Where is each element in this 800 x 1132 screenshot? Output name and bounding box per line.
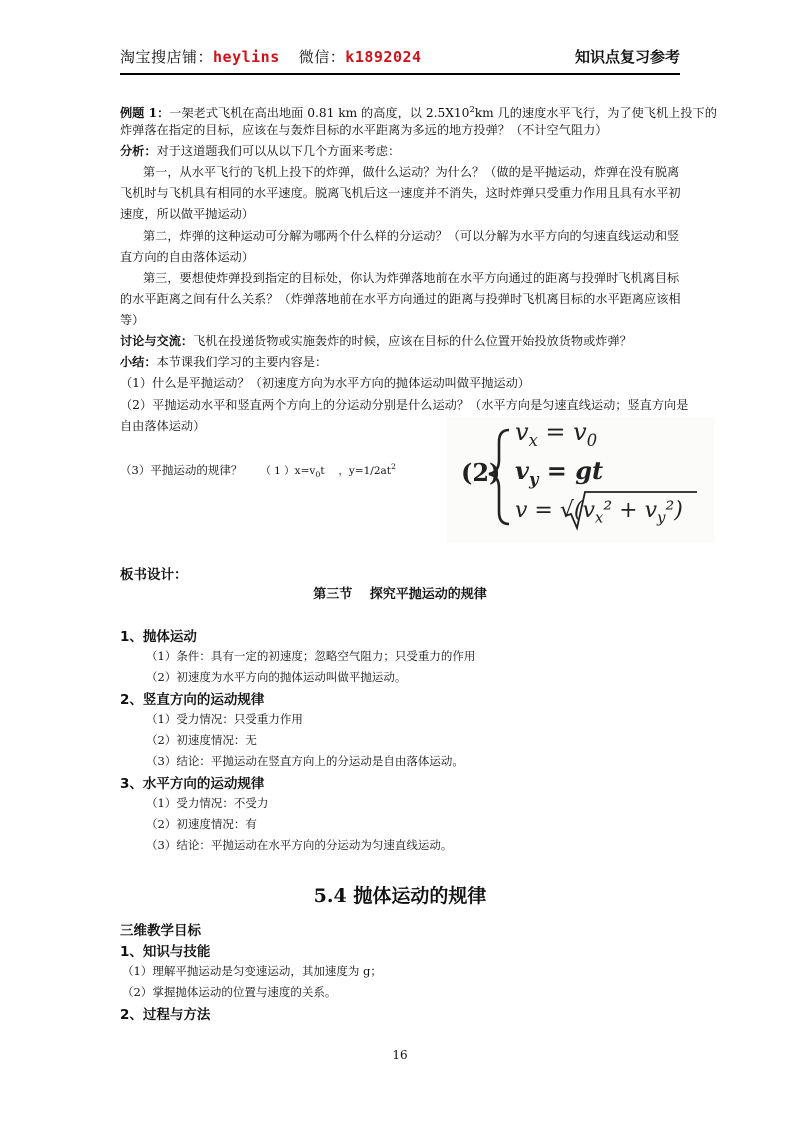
example-text-1: 一架老式飞机在高出地面 0.81 km 的高度，以 2.5X10 [169, 106, 470, 121]
board-s2-item-3: （3）结论：平抛运动在竖直方向上的分运动是自由落体运动。 [146, 754, 464, 768]
formula-label: (2) [461, 458, 501, 487]
board-s1-title: 1、抛体运动 [120, 629, 197, 645]
eq1-sub: x [528, 430, 538, 450]
analysis-intro: 对于这道题我们可以从以下几个方面来考虑： [156, 144, 401, 158]
summary-q1: （1）什么是平抛运动？（初速度方向为水平方向的抛体运动叫做平抛运动） [120, 376, 530, 390]
formula-eq-3 [515, 498, 683, 526]
q3-formula-a: （ 1 ）x=v [260, 464, 316, 477]
analysis-p3-line-1: 第三，要想使炸弹投到指定的目标处，你认为炸弹落地前在水平方向通过的距离与投弹时飞机离目标 [143, 271, 680, 285]
summary-q2-line-1: （2）平抛运动水平和竖直两个方向上的分运动分别是什么运动？（水平方向是匀速直线运动；竖直方向是 [120, 398, 689, 412]
analysis-p2-line-1: 第二，炸弹的这种运动可分解为哪两个什么样的分运动？（可以分解为水平方向的匀速直线运动和竖 [143, 229, 680, 243]
header-shop-info [120, 46, 422, 67]
analysis-p1-line-2: 飞机时与飞机具有相同的水平速度。脱离飞机后这一速度并不消失，这时炸弹只受重力作用且具有水平初 [120, 186, 681, 200]
board-s1-item-1: （1）条件：具有一定的初速度；忽略空气阻力；只受重力的作用 [146, 649, 476, 663]
analysis-p1-line-3: 速度，所以做平抛运动） [120, 207, 255, 221]
formula-eq-2 [515, 456, 603, 489]
eq3-end: ²) [665, 498, 683, 523]
wechat-id: k1892024 [345, 48, 422, 66]
analysis-label: 分析： [120, 144, 157, 158]
q3-formula-sub: 0 [315, 470, 321, 480]
header-title: 知识点复习参考 [574, 48, 680, 66]
summary-intro: 本节课我们学习的主要内容是： [156, 355, 328, 369]
knowledge-item-1: （1）理解平抛运动是匀变速运动，其加速度为 g； [122, 964, 382, 978]
wechat-label: 微信： [279, 48, 346, 66]
eq3-b: y [657, 508, 666, 527]
eq1-rhs-sub: 0 [586, 430, 598, 450]
board-s3-title: 3、水平方向的运动规律 [120, 776, 265, 792]
board-s3-item-3: （3）结论：平抛运动在水平方向的分运动为匀速直线运动。 [146, 838, 453, 852]
example-label: 例题 1： [120, 106, 170, 121]
chapter-title: 5.4 抛体运动的规律 [313, 885, 487, 907]
eq3-mid: ² + v [603, 498, 657, 523]
example-line-2: 炸弹落在指定的目标，应该在与轰炸目标的水平距离为多远的地方投弹？（不计空气阻力） [120, 123, 608, 137]
discussion-label: 讨论与交流： [120, 334, 194, 348]
page-number: 16 [392, 1048, 408, 1062]
q3-formula-sup: 2 [391, 462, 396, 471]
discussion-line [120, 331, 632, 352]
process-methods-title: 2、过程与方法 [120, 1007, 211, 1023]
discussion-text: 飞机在投递货物或实施轰炸的时候，应该在目标的什么位置开始投放货物或炸弹？ [193, 334, 632, 348]
board-s3-item-1: （1）受力情况：不受力 [146, 796, 269, 810]
board-s3-item-2: （2）初速度情况：有 [146, 817, 257, 831]
board-heading: 板书设计： [120, 567, 188, 583]
eq2-rhs: = gt [546, 456, 604, 485]
board-s2-item-1: （1）受力情况：只受重力作用 [146, 712, 303, 726]
section-title: 第三节 探究平抛运动的规律 [313, 587, 487, 602]
analysis-p3-line-2: 的水平距离之间有什么关系？（炸弹落地前在水平方向通过的距离与投弹时飞机离目标的水平距离应该相 [120, 292, 681, 306]
eq2-lhs: v [515, 456, 529, 485]
goals-title: 三维教学目标 [120, 923, 201, 939]
summary-label: 小结： [120, 355, 157, 369]
formula-eq-1 [515, 418, 597, 450]
eq2-sub: y [528, 469, 539, 489]
summary-q3 [120, 456, 396, 485]
board-s2-item-2: （2）初速度情况：无 [146, 733, 257, 747]
eq3-start: v = √(v [515, 498, 595, 523]
example-text-1b: km 几的速度水平飞行，为了使飞机上投下的 [474, 106, 717, 121]
formula-image [447, 418, 714, 542]
shop-name: heylins [213, 48, 280, 66]
q3-formula-b: t ，y=1/2at [320, 464, 391, 477]
analysis-intro-line [120, 141, 400, 162]
eq3-a: x [594, 508, 604, 527]
knowledge-skills-title: 1、知识与技能 [120, 944, 211, 960]
analysis-p2-line-2: 直方向的自由落体运动） [120, 250, 255, 264]
eq1-rhs: = v [545, 418, 587, 446]
summary-q2-line-2: 自由落体运动） [120, 419, 206, 433]
analysis-p3-line-3: 等） [120, 313, 145, 327]
summary-q3-text: （3）平抛运动的规律？ [120, 462, 243, 477]
board-s2-title: 2、竖直方向的运动规律 [120, 692, 265, 708]
summary-intro-line [120, 352, 327, 373]
header-divider [120, 73, 680, 75]
eq1-lhs: v [515, 418, 529, 446]
page-header [120, 46, 680, 72]
board-s1-item-2: （2）初速度为水平方向的抛体运动叫做平抛运动。 [146, 670, 407, 684]
example-exponent: 2 [469, 104, 475, 114]
knowledge-item-2: （2）掌握抛体运动的位置与速度的关系。 [122, 985, 337, 999]
analysis-p1-line-1: 第一，从水平飞行的飞机上投下的炸弹，做什么运动？为什么？（做的是平抛运动，炸弹在没有脱离 [143, 165, 680, 179]
shop-label: 淘宝搜店铺： [120, 48, 214, 66]
